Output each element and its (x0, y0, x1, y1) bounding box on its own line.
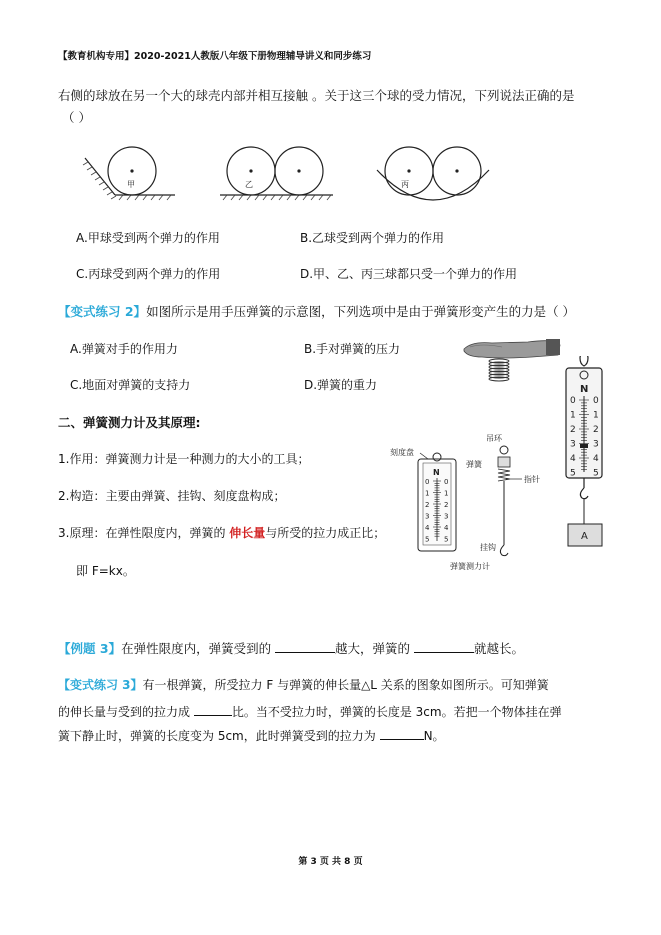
tick-label-1: 1 (570, 410, 576, 421)
variant2-option-a: A.弹簧对手的作用力 (70, 342, 178, 356)
tick-label-4: 4 (444, 524, 449, 532)
example3-blank-1[interactable] (275, 640, 335, 653)
ball-bing-diagram (377, 147, 489, 200)
meter-caption: 弹簧测力计 (450, 562, 490, 571)
hand-icon (464, 341, 560, 358)
spring-icon (489, 359, 509, 381)
example3-tag: 【例题 3】 (58, 641, 122, 656)
variant3-line2b: 比。当不受拉力时，弹簧的长度是 3cm。若把一个物体挂在弹 (231, 705, 562, 719)
tick-label-0: 0 (444, 478, 449, 486)
label-jia: 甲 (127, 180, 135, 189)
variant2-option-d: D.弹簧的重力 (304, 378, 378, 392)
tick-label-0: 0 (425, 478, 430, 486)
tick-label-2: 2 (425, 501, 430, 509)
variant3-line1-text: 有一根弹簧，所受拉力 F 与弹簧的伸长量△L 关系的图象如图所示。可知弹簧 (142, 678, 549, 692)
top-hook-icon (580, 356, 588, 366)
spring-label: 弹簧 (466, 460, 482, 469)
tick-label-5: 5 (444, 535, 449, 544)
tick-label-2: 2 (444, 501, 449, 509)
tick-label-3: 3 (425, 512, 430, 521)
variant3-line3b: N。 (423, 729, 445, 743)
tick-label-0: 0 (593, 396, 599, 406)
indicator-pointer (580, 444, 588, 448)
example3-question (58, 640, 524, 657)
q1-option-d: D.甲、乙、丙三球都只受一个弹力的作用 (300, 267, 518, 281)
variant2-question (58, 304, 575, 320)
q1-stem-line1: 右侧的球放在另一个大的球壳内部并相互接触 。关于这三个球的受力情况，下列说法正确的是 (58, 88, 575, 103)
section2-formula: 即 F=kx。 (76, 564, 135, 578)
variant3-tag: 【变式练习 3】 (58, 678, 143, 692)
page-header: 【教育机构专用】2020-2021人教版八年级下册物理辅导讲义和同步练习 (58, 51, 372, 62)
hanging-scale-figure (556, 356, 616, 551)
variant2-option-c: C.地面对弹簧的支持力 (70, 378, 191, 392)
bottom-hook-icon (580, 488, 588, 499)
tick-label-2: 2 (593, 425, 599, 435)
tick-label-1: 1 (425, 489, 430, 498)
hanging-unit: N (580, 384, 589, 395)
hand-spring-figure (462, 333, 562, 385)
hook-label: 挂钩 (480, 543, 496, 552)
item3-before: 3.原理：在弹性限度内，弹簧的 (58, 526, 230, 540)
example3-text1: 在弹性限度内，弹簧受到的 (121, 641, 276, 656)
meter-unit: N (433, 468, 440, 477)
tick-label-5: 5 (425, 535, 430, 544)
section2-item3 (58, 525, 385, 541)
block-a-label: A (581, 531, 588, 542)
variant3-blank-1[interactable] (194, 703, 232, 716)
dial-label: 刻度盘 (390, 448, 414, 457)
label-bing: 丙 (401, 180, 409, 189)
tick-label-3: 3 (570, 439, 576, 450)
variant3-line3 (58, 727, 445, 744)
tick-label-4: 4 (593, 454, 599, 464)
section2-item2: 2.构造：主要由弹簧、挂钩、刻度盘构成； (58, 489, 286, 503)
variant3-line3a: 簧下静止时，弹簧的长度变为 5cm，此时弹簧受到的拉力为 (58, 729, 380, 743)
ball-jia-diagram (83, 147, 175, 200)
section2-item1: 1.作用：弹簧测力计是一种测力的大小的工具； (58, 452, 310, 466)
example3-blank-2[interactable] (414, 640, 474, 653)
variant3-line1 (58, 677, 549, 693)
sleeve-icon (546, 339, 560, 355)
example3-text3: 就越长。 (474, 641, 525, 656)
variant3-blank-2[interactable] (380, 727, 424, 740)
variant3-line2a: 的伸长量与受到的拉力成 (58, 705, 194, 719)
spring-meter-figure (388, 433, 558, 578)
q1-option-c: C.丙球受到两个弹力的作用 (76, 267, 221, 281)
variant2-stem: 如图所示是用手压弹簧的示意图，下列选项中是由于弹簧形变产生的力是（ ） (146, 304, 576, 319)
page-footer: 第 3 页 共 8 页 (298, 857, 363, 867)
tick-label-3: 3 (444, 512, 449, 521)
tick-label-1: 1 (444, 489, 449, 498)
item3-after: 与所受的拉力成正比； (265, 526, 386, 540)
variant2-option-b: B.手对弹簧的压力 (304, 342, 401, 356)
ring-label: 吊环 (486, 434, 502, 443)
tick-label-1: 1 (593, 410, 599, 421)
variant3-line2 (58, 703, 562, 720)
section2-title: 二、弹簧测力计及其原理: (58, 415, 201, 430)
label-yi: 乙 (245, 180, 253, 189)
tick-label-4: 4 (570, 454, 576, 464)
q1-answer-bracket: （ ） (62, 110, 91, 125)
ball-yi-diagram (220, 147, 333, 200)
tick-label-5: 5 (593, 468, 599, 479)
tick-label-5: 5 (570, 468, 576, 479)
q1-option-a: A.甲球受到两个弹力的作用 (76, 231, 220, 245)
item3-highlight: 伸长量 (229, 526, 266, 540)
tick-label-4: 4 (425, 524, 430, 532)
tick-label-0: 0 (570, 396, 576, 406)
tick-label-3: 3 (593, 439, 599, 450)
q1-option-b: B.乙球受到两个弹力的作用 (300, 231, 445, 245)
pointer-label: 指针 (524, 475, 540, 484)
example3-text2: 越大，弹簧的 (335, 641, 415, 656)
three-balls-figure (75, 140, 525, 210)
tick-label-2: 2 (570, 425, 576, 435)
variant2-tag: 【变式练习 2】 (58, 304, 147, 319)
